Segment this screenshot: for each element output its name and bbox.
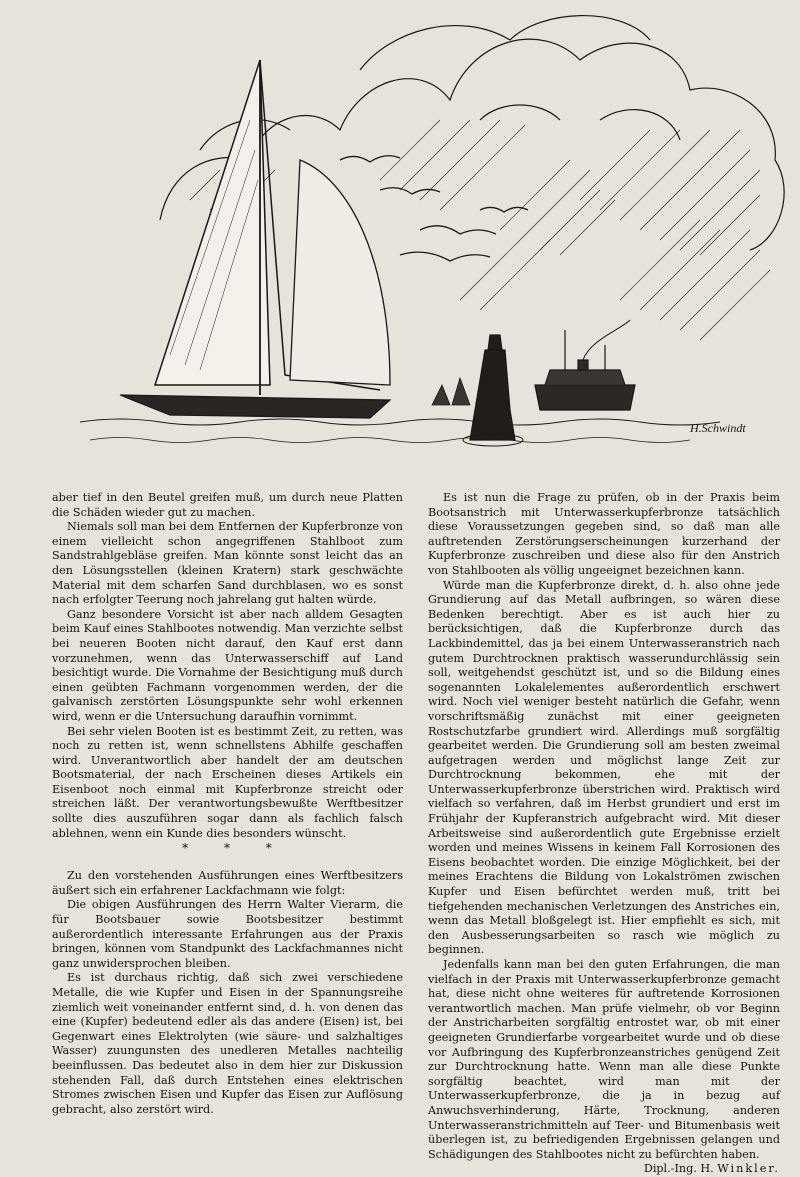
distant-sailboats-drawing	[432, 378, 470, 405]
right-text-column	[428, 491, 780, 1177]
steamship-drawing	[535, 320, 635, 410]
paragraph: Es ist durchaus richtig, daß sich zwei verschiedene Metalle, die wie Kupfer und Eisen in der Spannungsreihe ziemlich weit voneinander entfernt sind, d. h. von denen das eine (Kupfer) bedeutend edler als das andere (Eisen) ist, bei Gegenwart eines Elektrolyten (wie säure- und salzhaltiges Wasser) zuungunsten des unedleren Metalles nachteilig beeinflussen. Das bedeutet also in dem hier zur Diskussion stehenden Fall, daß durch Entstehen eines elektrischen Stromes zwischen Eisen und Kupfer das Eisen zur Auflösung gebracht, also zerstört wird.	[52, 971, 403, 1116]
ink-drawing	[60, 0, 800, 470]
sailing-illustration	[60, 0, 800, 470]
buoy-drawing	[463, 335, 523, 446]
paragraph: Niemals soll man bei dem Entfernen der Kupferbronze von einem vielleicht schon angegriffenen Stahlboot zum Sandstrahlgebläse greifen. Man könnte sonst leicht das an den Lösungsstellen (kleinen Kratern) stark geschwächte Material mit dem scharfen Sand durchblasen, wo es sonst nach erfolgter Teerung noch jahrelang gut halten würde.	[52, 520, 403, 607]
paragraph: Bei sehr vielen Booten ist es bestimmt Zeit, zu retten, was noch zu retten ist, wenn schnellstens Abhilfe geschaffen wird. Unverantwortlich aber handelt der am deutschen Bootsmaterial, der nach Erscheinen dieses Artikels ein Eisenboot noch einmal mit Kupferbronze streicht oder streichen läßt. Der verantwortungsbewußte Werftbesitzer sollte dies auszuführen sogar dann als fachlich falsch ablehnen, wenn ein Kunde dies besonders wünscht.	[52, 724, 403, 840]
author-name: Winkler.	[717, 1162, 780, 1176]
paragraph: Ganz besondere Vorsicht ist aber nach alldem Gesagten beim Kauf eines Stahlbootes notwendig. Man verzichte selbst bei neueren Booten nicht darauf, den Kauf erst dann vorzunehmen, wenn das Unterwasserschiff auf Land besichtigt wurde. Die Vornahme der Besichtigung muß durch einen geübten Fachmann vorgenommen werden, der die galvanisch zerstörten Lösungspunkte sehr wohl erkennen wird, wenn er die Untersuchung daraufhin vornimmt.	[52, 607, 403, 723]
paragraph: Zu den vorstehenden Ausführungen eines Werftbesitzers äußert sich ein erfahrener Lackfachmann wie folgt:	[52, 869, 403, 897]
spacer	[52, 855, 403, 869]
paragraph: aber tief in den Beutel greifen muß, um durch neue Platten die Schäden wieder gut zu machen.	[52, 491, 403, 519]
paragraph: Würde man die Kupferbronze direkt, d. h. also ohne jede Grundierung auf das Metall aufbringen, so wären diese Bedenken berechtigt. Aber es ist auch hier zu berücksichtigen, daß die Kupferbronze durch das Lackbindemittel, das ja bei einem Unterwasseranstrich nach gutem Durchtrocknen praktisch wasserundurchlässig sein soll, weitgehendst geschützt ist, und so die Bildung eines sogenannten Lokalelementes außerordentlich erschwert wird. Noch viel weniger besteht natürlich die Gefahr, wenn vorschriftsmäßig zunächst mit einer geeigneten Rostschutzfarbe grundiert wird. Allerdings muß sorgfältig gearbeitet werden. Die Grundierung soll am besten zweimal aufgetragen werden und möglichst lange Zeit zur Durchtrocknung bekommen, ehe mit der Unterwasserkupferbronze überstrichen wird. Praktisch wird vielfach so verfahren, daß im Herbst grundiert und erst im Frühjahr der Kupferanstrich aufgebracht wird. Mit dieser Arbeitsweise sind außerordentlich gute Ergebnisse erzielt worden und meines Wissens in keinem Fall Korrosionen des Eisens beobachtet worden. Die einzige Möglichkeit, bei der meines Erachtens die Bildung von Lokalströmen zwischen Kupfer und Eisen befürchtet werden muß, tritt bei tiefgehenden mechanischen Verletzungen des Anstriches ein, wenn das Metall bloßgelegt ist. Hier empfiehlt es sich, mit den Ausbesserungsarbeiten so rasch wie möglich zu beginnen.	[428, 578, 780, 957]
paragraph: Die obigen Ausführungen des Herrn Walter Vierarm, die für Bootsbauer sowie Bootsbesitzer bestimmt außerordentlich interessante Erfahrungen aus der Praxis bringen, können vom Standpunkt des Lackfachmannes nicht ganz unwidersprochen bleiben.	[52, 898, 403, 970]
paragraph: Jedenfalls kann man bei den guten Erfahrungen, die man vielfach in der Praxis mit Unterwasserkupferbronze gemacht hat, diese nicht ohne weiteres für auftretende Korrosionen verantwortlich machen. Man prüfe vielmehr, ob vor Beginn der Anstricharbeiten sorgfältig entrostet war, ob mit einer geeigneten Grundierfarbe vorgearbeitet wurde und ob diese vor Aufbringung des Kupferbronzeanstriches genügend Zeit zur Durchtrocknung hatte. Wenn man alle diese Punkte sorgfältig beachtet, wird man mit der Unterwasserkupferbronze, die ja in bezug auf Anwuchsverhinderung, Härte, Trocknung, anderen Unterwasseranstrichmitteln auf Teer- und Bitumenbasis weit überlegen ist, zu befriedigenden Ergebnissen gelangen und Schädigungen des Stahlbootes nicht zu befürchten haben.	[428, 958, 780, 1161]
section-separator: * * *	[182, 841, 288, 856]
author-signature	[428, 1162, 780, 1177]
paragraph: Es ist nun die Frage zu prüfen, ob in der Praxis beim Bootsanstrich mit Unterwasserkupferbronze tatsächlich diese Voraussetzungen gegeben sind, so daß man alle auftretenden Zerstörungserscheinungen kurzerhand der Kupferbronze zuschreiben und diese also für den Anstrich von Stahlbooten als völlig ungeeignet bezeichnen kann.	[428, 491, 780, 577]
artist-signature: H.Schwindt	[690, 421, 746, 435]
author-title: Dipl.-Ing. H.	[643, 1162, 714, 1176]
left-text-column	[52, 491, 403, 1117]
